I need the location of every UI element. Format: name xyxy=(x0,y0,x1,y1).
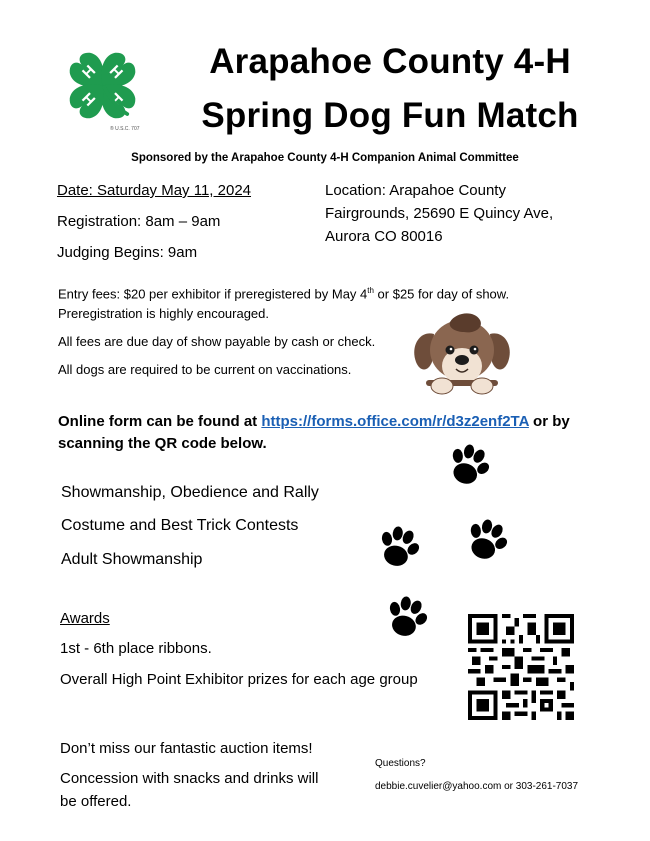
class-item: Adult Showmanship xyxy=(61,551,203,568)
judging-time: Judging Begins: 9am xyxy=(57,244,198,261)
paw-print-icon xyxy=(442,440,494,492)
entry-fees: Entry fees: $20 per exhibitor if preregistered by May 4th or $25 for day of show. xyxy=(58,286,510,302)
payment-note: All fees are due day of show payable by cash or check. xyxy=(58,334,376,349)
registration-time: Registration: 8am – 9am xyxy=(57,213,221,230)
paw-print-icon xyxy=(460,515,512,567)
online-form-line2: scanning the QR code below. xyxy=(58,435,267,452)
page-title-line2: Spring Dog Fun Match xyxy=(201,96,579,135)
awards-item: 1st - 6th place ribbons. xyxy=(60,640,212,657)
awards-heading: Awards xyxy=(60,610,110,627)
location-line2: Fairgrounds, 25690 E Quincy Ave, xyxy=(325,205,554,222)
contact-info: debbie.cuvelier@yahoo.com or 303-261-7037 xyxy=(375,781,579,792)
contact-label: Questions? xyxy=(375,758,426,769)
paw-print-icon xyxy=(372,522,424,574)
vaccination-note: All dogs are required to be current on vaccinations. xyxy=(58,362,352,377)
qr-code[interactable] xyxy=(468,614,574,720)
location-line1: Location: Arapahoe County xyxy=(325,182,506,199)
logo-mark: ® U.S.C. 707 xyxy=(110,126,140,132)
event-date: Date: Saturday May 11, 2024 xyxy=(57,182,252,199)
page-title-line1: Arapahoe County 4-H xyxy=(209,42,571,81)
online-form-line1: Online form can be found at https://forms.office.com/r/d3z2enf2TA or by xyxy=(58,413,570,430)
dog-illustration xyxy=(412,306,512,398)
preregistration-note: Preregistration is highly encouraged. xyxy=(58,306,270,321)
class-item: Costume and Best Trick Contests xyxy=(61,517,299,534)
form-url-link[interactable]: https://forms.office.com/r/d3z2enf2TA xyxy=(261,413,529,430)
concession-note-line2: be offered. xyxy=(60,793,132,810)
awards-item: Overall High Point Exhibitor prizes for each age group xyxy=(60,671,418,688)
auction-note: Don’t miss our fantastic auction items! xyxy=(60,740,313,757)
sponsor-line: Sponsored by the Arapahoe County 4-H Companion Animal Committee xyxy=(131,152,519,164)
concession-note-line1: Concession with snacks and drinks will xyxy=(60,770,319,787)
location-line3: Aurora CO 80016 xyxy=(325,228,443,245)
paw-print-icon xyxy=(380,592,432,644)
clover-logo-icon xyxy=(55,38,150,133)
class-item: Showmanship, Obedience and Rally xyxy=(61,484,319,501)
